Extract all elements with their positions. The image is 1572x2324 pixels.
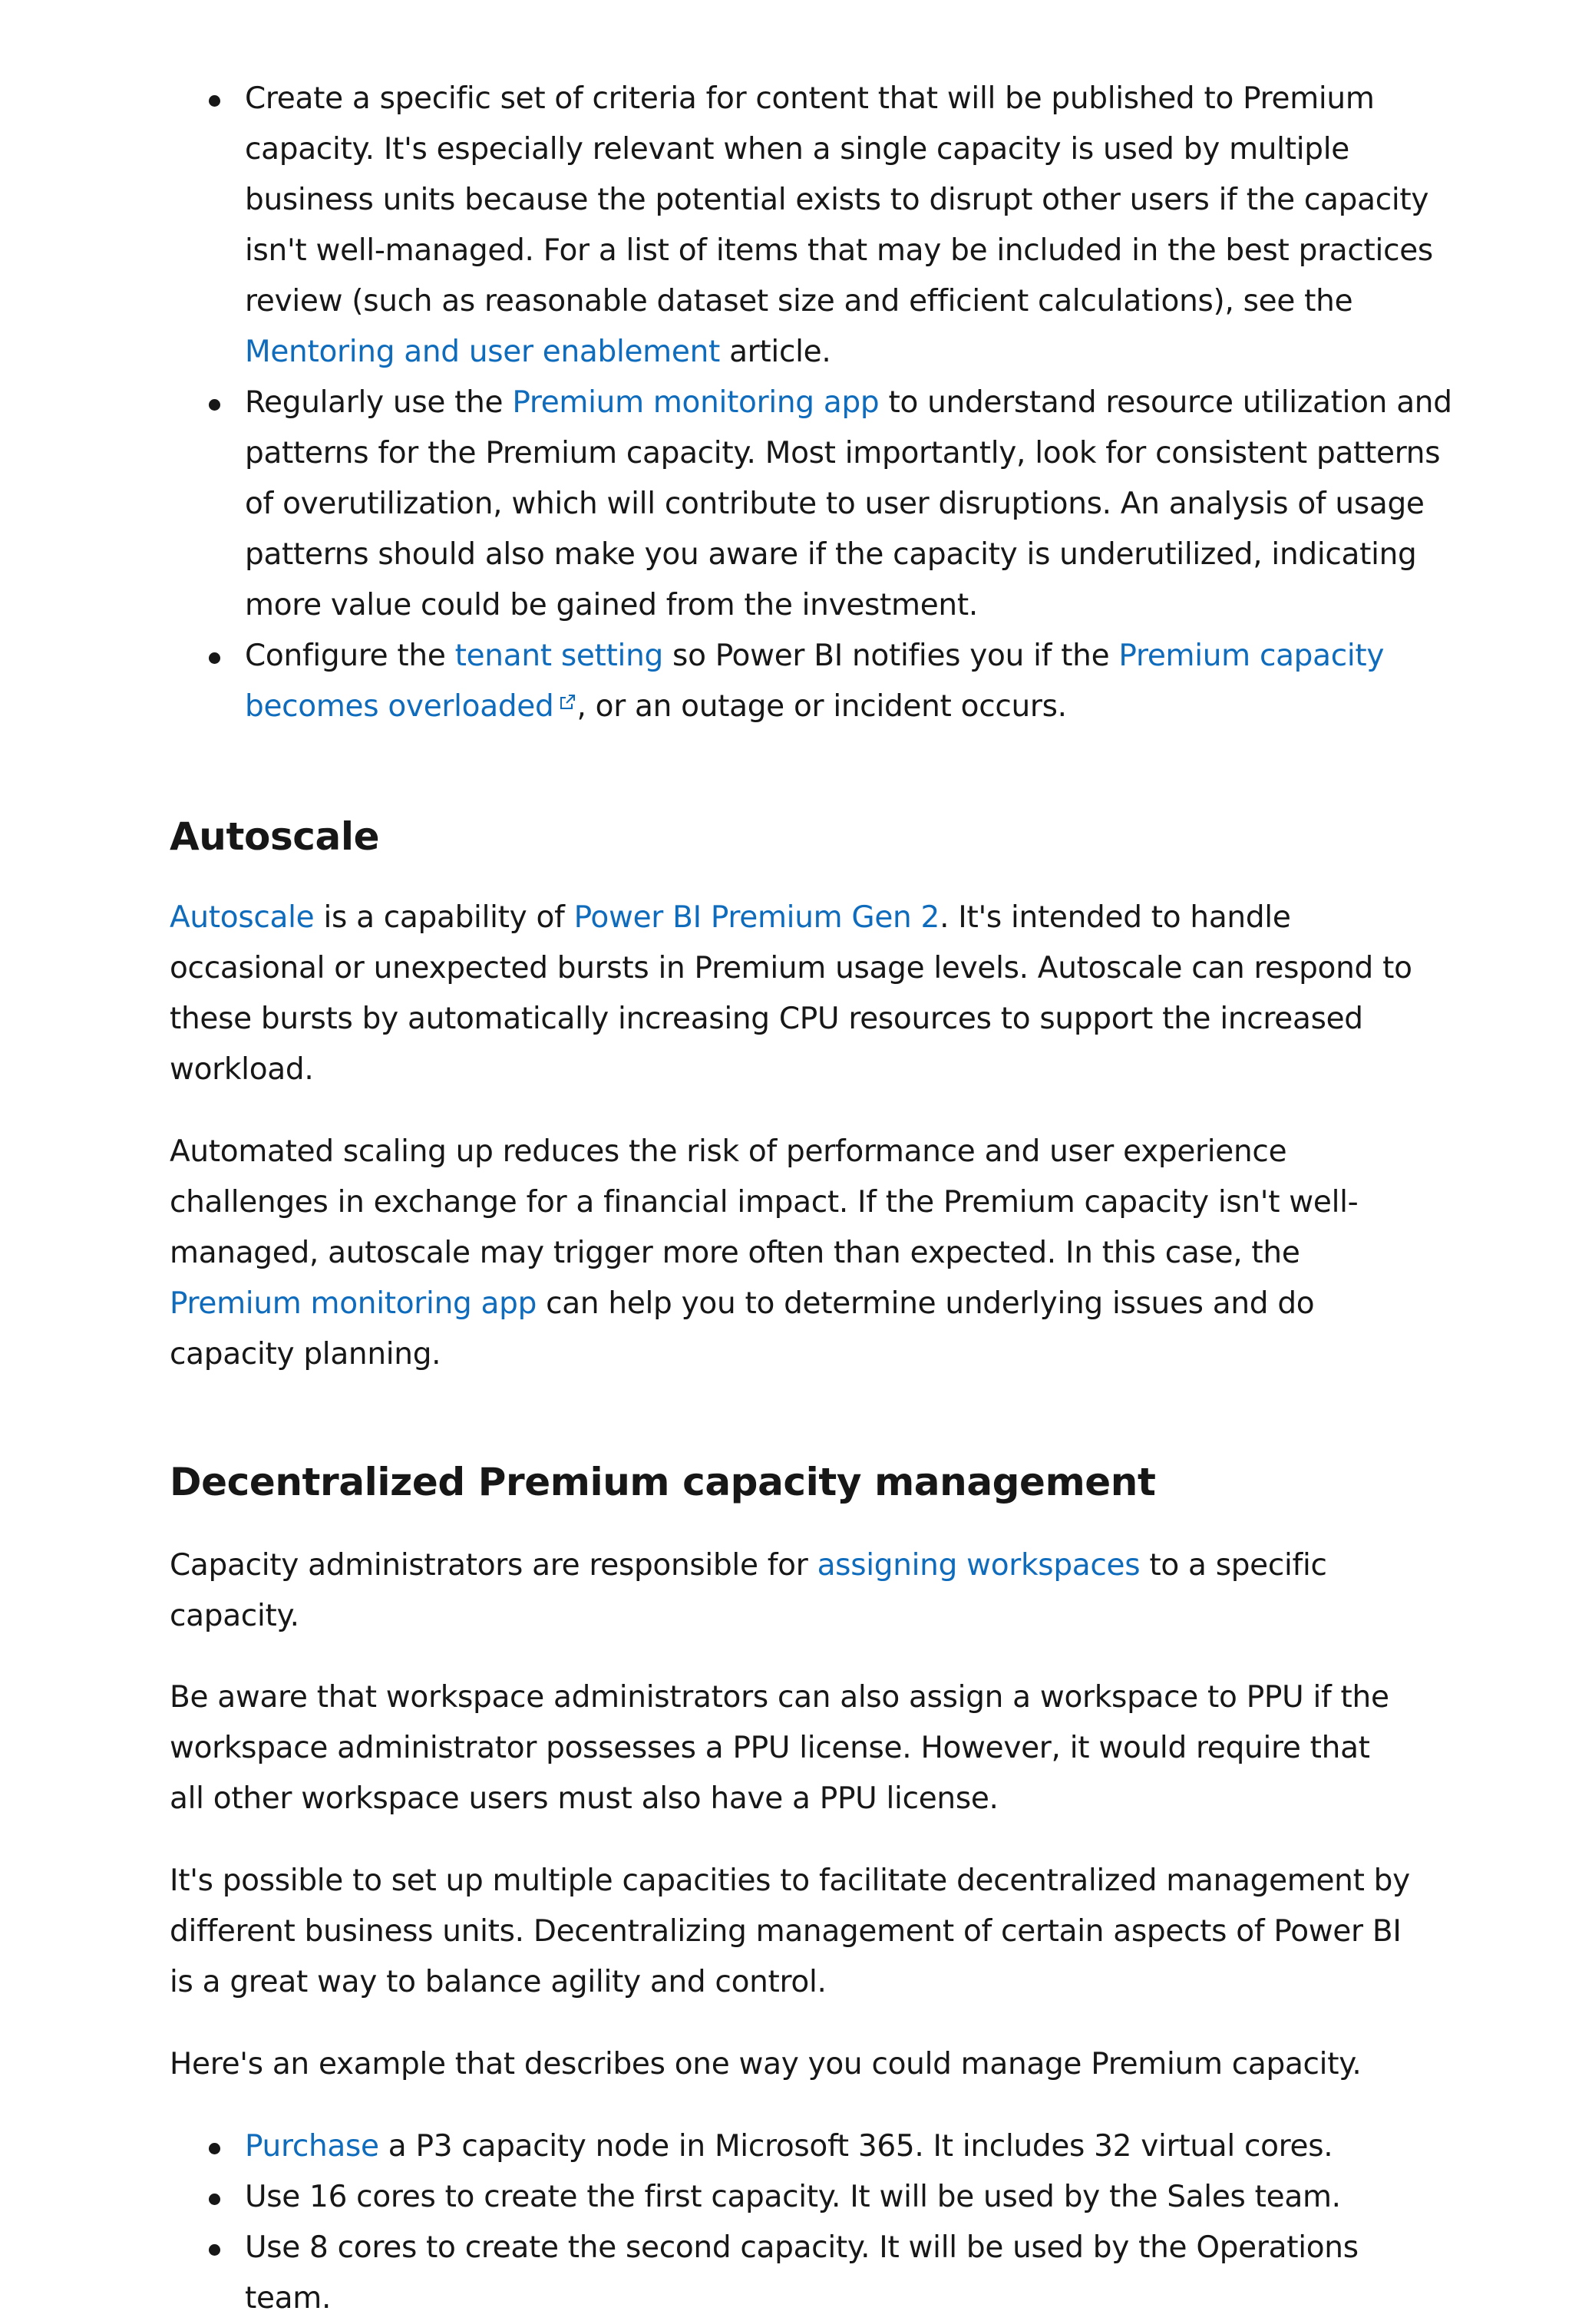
list-item <box>245 378 1473 631</box>
para-text: Capacity administrators are responsible for <box>170 1548 817 1583</box>
bullet-text: Use 16 cores to create the first capacity. It will be used by the Sales team. <box>245 2180 1341 2214</box>
bullet-text: to understand resource utilization and patterns for the Premium capacity. Most importantly, look for consistent patterns of overutilization, which will contribute to user disruptions. An analysis of usage patterns should also make you aware if the capacity is underutilized, indicating more value could be gained from the investment. <box>245 385 1452 622</box>
autoscale-paragraph-1 <box>170 893 1413 1095</box>
list-item <box>245 2172 1413 2223</box>
para-text: Automated scaling up reduces the risk of performance and user experience challenges in exchange for a financial impact. If the Premium capacity isn't well-managed, autoscale may trigger more often than expected. In this case, the <box>170 1134 1359 1270</box>
bullet-text: Use 8 cores to create the second capacity. It will be used by the Operations team. <box>245 2230 1359 2316</box>
decentralized-paragraph-4: Here's an example that describes one way you could manage Premium capacity. <box>170 2047 1362 2081</box>
decentralized-paragraph-1 <box>170 1540 1413 1642</box>
premium-monitoring-app-link[interactable]: Premium monitoring app <box>512 385 880 420</box>
decentralized-paragraph-2: Be aware that workspace administrators can also assign a workspace to PPU if the workspace administrator possesses a PPU license. However, it would require that all other workspace users must also have a PPU license. <box>170 1680 1389 1816</box>
purchase-link[interactable]: Purchase <box>245 2129 379 2164</box>
para-text: to a specific capacity. <box>170 1548 1327 1633</box>
example-bullet-list <box>170 2121 1413 2324</box>
article-content <box>170 74 1452 2324</box>
autoscale-link[interactable]: Autoscale <box>170 900 315 935</box>
assigning-workspaces-link[interactable]: assigning workspaces <box>817 1548 1141 1583</box>
bullet-text: Configure the <box>245 639 455 673</box>
list-item <box>245 631 1473 732</box>
external-link-icon <box>558 693 576 711</box>
link-text: Premium capacity becomes overloaded <box>245 639 1385 724</box>
autoscale-heading: Autoscale <box>170 814 380 859</box>
para-text: can help you to determine underlying issues and do capacity planning. <box>170 1286 1315 1372</box>
bullet-text: so Power BI notifies you if the <box>662 639 1119 673</box>
top-bullet-list <box>170 74 1473 732</box>
bullet-text: article. <box>719 335 831 369</box>
para-text: is a capability of <box>314 900 574 935</box>
power-bi-premium-gen2-link[interactable]: Power BI Premium Gen 2 <box>573 900 940 935</box>
decentralized-paragraph-3: It's possible to set up multiple capacities to facilitate decentralized management by different business units. Decentralizing management of certain aspects of Power BI is a great way to balance agility and control. <box>170 1863 1410 1999</box>
bullet-text: Regularly use the <box>245 385 513 420</box>
list-item <box>245 74 1473 378</box>
list-item <box>245 2223 1413 2324</box>
mentoring-link[interactable]: Mentoring and user enablement <box>245 335 720 369</box>
bullet-text: Create a specific set of criteria for content that will be published to Premium capacity. It's especially relevant when a single capacity is used by multiple business units because the potential exists to disrupt other users if the capacity isn't well-managed. For a list of items that may be included in the best practices review (such as reasonable dataset size and efficient calculations), see the <box>245 81 1433 319</box>
premium-monitoring-app-link-2[interactable]: Premium monitoring app <box>170 1286 537 1321</box>
decentralized-heading: Decentralized Premium capacity management <box>170 1460 1156 1504</box>
tenant-setting-link[interactable]: tenant setting <box>454 639 663 673</box>
bullet-text: a P3 capacity node in Microsoft 365. It includes 32 virtual cores. <box>378 2129 1333 2164</box>
para-text: . It's intended to handle occasional or unexpected bursts in Premium usage levels. Autoscale can respond to these bursts by automatically increasing CPU resources to support the increased workload. <box>170 900 1412 1087</box>
bullet-text: , or an outage or incident occurs. <box>576 689 1067 724</box>
autoscale-paragraph-2 <box>170 1127 1413 1380</box>
list-item <box>245 2121 1413 2172</box>
